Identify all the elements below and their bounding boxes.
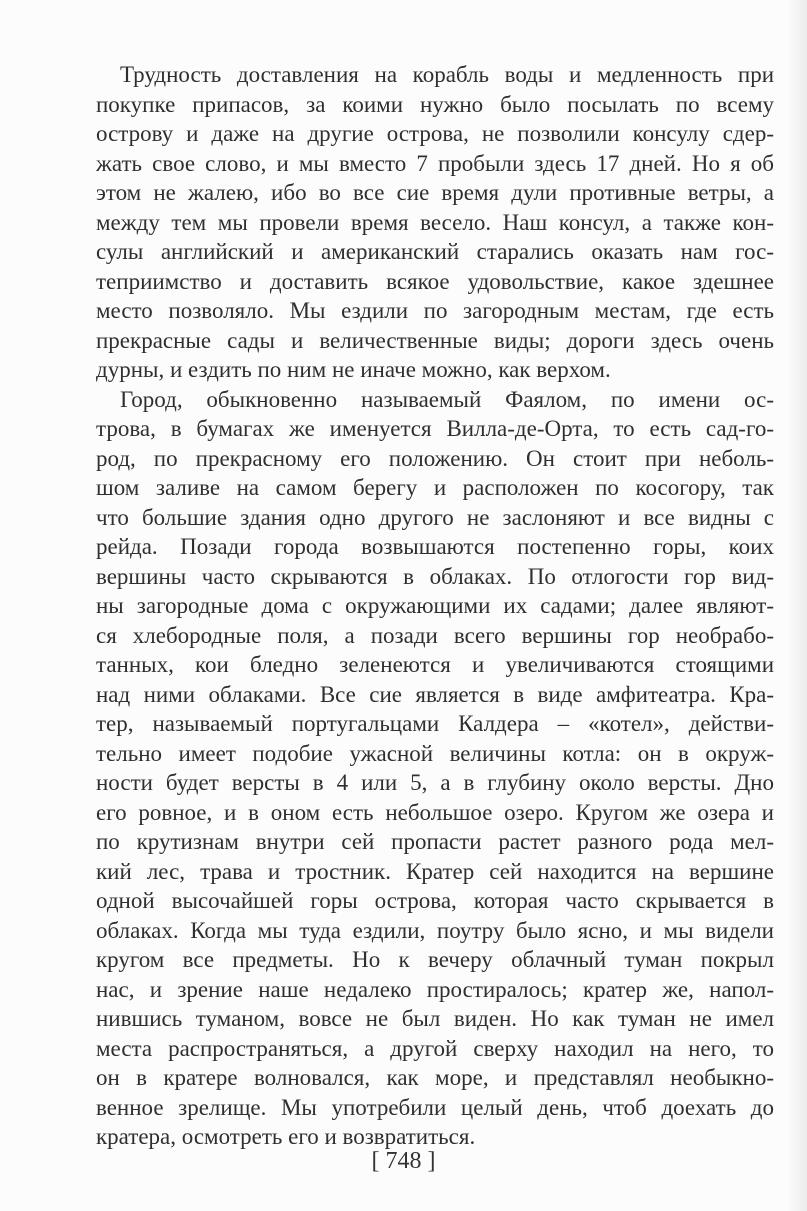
text-line: жать свое слово, и мы вместо 7 пробыли здесь 17 дней. Но я об [96,150,774,176]
text-line: рейда. Позади города возвышаются постепенно горы, коих [96,534,774,559]
text-line: место позволяло. Мы ездили по загородным местам, где есть [96,298,774,323]
text-line: тельно имеет подобие ужасной величины котла: он в окруж- [96,740,774,766]
text-line: этом не жалею, ибо во все сие время дули противные ветры, а [96,180,774,205]
text-line: одной высочайшей горы острова, которая часто скрывается в [96,888,774,913]
text-line: кий лес, трава и тростник. Кратер сей находится на вершине [96,858,774,884]
text-line: трова, в бумагах же именуется Вилла-де-Орта, то есть сад-го- [96,416,774,441]
text-line: прекрасные сады и величественные виды; дороги здесь очень [96,327,774,353]
text-line: сулы английский и американский старались оказать нам гос- [96,239,774,264]
text-line: род, по прекрасному его положению. Он стоит при неболь- [96,445,774,471]
text-line: он в кратере волновался, как море, и представлял необыкно- [96,1065,774,1090]
text-line: ны загородные дома с окружающими их садами; далее являют- [96,593,774,618]
text-line: что большие здания одно другого не заслоняют и все видны с [96,504,774,530]
text-line: места распространяться, а другой сверху находил на него, то [96,1035,774,1061]
body-text [96,60,774,1152]
text-line: между тем мы провели время весело. Наш консул, а также кон- [96,209,774,235]
text-line: теприимство и доставить всякое удовольствие, какое здешнее [96,268,774,294]
text-line: ности будет версты в 4 или 5, а в глубину около версты. Дно [96,770,774,795]
page-edge-shadow [787,0,807,1211]
text-line: венное зрелище. Мы употребили целый день, чтоб доехать до [96,1094,774,1120]
text-line: тер, называемый португальцами Калдера – «котел», действи- [96,711,774,736]
text-line: над ними облаками. Все сие является в виде амфитеатра. Кра- [96,681,774,707]
text-line: кратера, осмотреть его и возвратиться. [96,1124,476,1149]
text-line: облаках. Когда мы туда ездили, поутру было ясно, и мы видели [96,917,774,943]
text-line: Трудность доставления на корабль воды и медленность при [120,62,774,87]
text-line: по крутизнам внутри сей пропасти растет разного рода мел- [96,829,774,854]
page-number: [ 748 ] [371,1148,436,1174]
text-line: дурны, и ездить по ним не иначе можно, как верхом. [96,357,611,382]
text-line: нас, и зрение наше недалеко простиралось; кратер же, напол- [96,976,774,1002]
paragraph [96,385,774,1152]
paragraph [96,60,774,385]
text-line: острову и даже на другие острова, не позволили консулу сдер- [96,121,774,146]
text-line: шом заливе на самом берегу и расположен по косогору, так [96,475,774,500]
text-line: танных, кои бледно зеленеются и увеличиваются стоящими [96,652,774,677]
text-line: покупке припасов, за коими нужно было посылать по всему [96,91,774,117]
text-line: кругом все предметы. Но к вечеру облачный туман покрыл [96,947,774,972]
text-line: ся хлебородные поля, а позади всего вершины гор необрабо- [96,622,774,648]
text-line: Город, обыкновенно называемый Фаялом, по имени ос- [120,386,774,412]
text-line: его ровное, и в оном есть небольшое озеро. Кругом же озера и [96,799,774,825]
text-line: вершины часто скрываются в облаках. По отлогости гор вид- [96,563,774,589]
text-line: нившись туманом, вовсе не был виден. Но как туман не имел [96,1006,774,1031]
